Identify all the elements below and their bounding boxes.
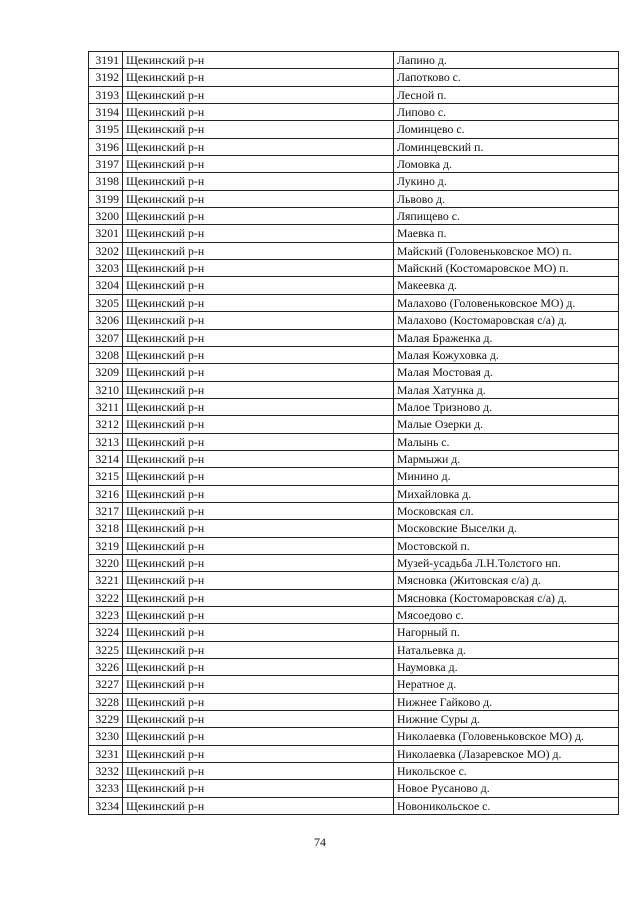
table-row [89, 676, 619, 693]
table-row [89, 277, 619, 294]
settlement-cell: Мясоедово с. [394, 607, 619, 624]
table-row [89, 780, 619, 797]
settlement-cell: Малахово (Головеньковское МО) д. [394, 294, 619, 311]
district-cell: Щекинский р-н [123, 208, 394, 225]
settlement-cell: Малые Озерки д. [394, 416, 619, 433]
row-number-cell: 3201 [89, 225, 123, 242]
district-cell: Щекинский р-н [123, 659, 394, 676]
district-cell: Щекинский р-н [123, 277, 394, 294]
table-row [89, 624, 619, 641]
district-cell: Щекинский р-н [123, 52, 394, 69]
table-row [89, 572, 619, 589]
district-cell: Щекинский р-н [123, 502, 394, 519]
row-number-cell: 3191 [89, 52, 123, 69]
table-row [89, 346, 619, 363]
district-cell: Щекинский р-н [123, 346, 394, 363]
district-cell: Щекинский р-н [123, 86, 394, 103]
row-number-cell: 3228 [89, 693, 123, 710]
table-row [89, 225, 619, 242]
row-number-cell: 3227 [89, 676, 123, 693]
row-number-cell: 3232 [89, 763, 123, 780]
district-cell: Щекинский р-н [123, 104, 394, 121]
district-cell: Щекинский р-н [123, 728, 394, 745]
row-number-cell: 3206 [89, 312, 123, 329]
row-number-cell: 3217 [89, 502, 123, 519]
district-cell: Щекинский р-н [123, 329, 394, 346]
settlement-cell: Наумовка д. [394, 659, 619, 676]
row-number-cell: 3216 [89, 485, 123, 502]
row-number-cell: 3205 [89, 294, 123, 311]
row-number-cell: 3221 [89, 572, 123, 589]
table-row [89, 763, 619, 780]
district-cell: Щекинский р-н [123, 433, 394, 450]
row-number-cell: 3222 [89, 589, 123, 606]
district-cell: Щекинский р-н [123, 797, 394, 814]
row-number-cell: 3196 [89, 138, 123, 155]
row-number-cell: 3230 [89, 728, 123, 745]
district-cell: Щекинский р-н [123, 485, 394, 502]
table-row [89, 121, 619, 138]
district-cell: Щекинский р-н [123, 138, 394, 155]
district-cell: Щекинский р-н [123, 450, 394, 467]
row-number-cell: 3225 [89, 641, 123, 658]
row-number-cell: 3194 [89, 104, 123, 121]
district-cell: Щекинский р-н [123, 190, 394, 207]
district-cell: Щекинский р-н [123, 641, 394, 658]
row-number-cell: 3213 [89, 433, 123, 450]
row-number-cell: 3203 [89, 260, 123, 277]
row-number-cell: 3210 [89, 381, 123, 398]
table-row [89, 433, 619, 450]
settlement-cell: Михайловка д. [394, 485, 619, 502]
district-cell: Щекинский р-н [123, 589, 394, 606]
table-row [89, 589, 619, 606]
district-cell: Щекинский р-н [123, 468, 394, 485]
district-cell: Щекинский р-н [123, 416, 394, 433]
settlement-cell: Нагорный п. [394, 624, 619, 641]
table-row [89, 728, 619, 745]
settlements-table [88, 51, 619, 815]
table-row [89, 485, 619, 502]
settlement-cell: Лукино д. [394, 173, 619, 190]
table-row [89, 641, 619, 658]
district-cell: Щекинский р-н [123, 381, 394, 398]
table-row [89, 208, 619, 225]
row-number-cell: 3199 [89, 190, 123, 207]
settlements-table-body [89, 52, 619, 815]
settlement-cell: Мостовской п. [394, 537, 619, 554]
row-number-cell: 3214 [89, 450, 123, 467]
district-cell: Щекинский р-н [123, 242, 394, 259]
row-number-cell: 3223 [89, 607, 123, 624]
table-row [89, 711, 619, 728]
settlement-cell: Ломинцевский п. [394, 138, 619, 155]
district-cell: Щекинский р-н [123, 711, 394, 728]
settlement-cell: Львово д. [394, 190, 619, 207]
district-cell: Щекинский р-н [123, 294, 394, 311]
row-number-cell: 3212 [89, 416, 123, 433]
settlement-cell: Николаевка (Головеньковское МО) д. [394, 728, 619, 745]
row-number-cell: 3208 [89, 346, 123, 363]
settlement-cell: Ломинцево с. [394, 121, 619, 138]
table-row [89, 52, 619, 69]
settlement-cell: Николаевка (Лазаревское МО) д. [394, 745, 619, 762]
settlement-cell: Новоникольское с. [394, 797, 619, 814]
row-number-cell: 3192 [89, 69, 123, 86]
district-cell: Щекинский р-н [123, 260, 394, 277]
table-row [89, 554, 619, 571]
settlement-cell: Липово с. [394, 104, 619, 121]
row-number-cell: 3218 [89, 520, 123, 537]
page-number: 74 [314, 835, 326, 849]
table-row [89, 312, 619, 329]
district-cell: Щекинский р-н [123, 156, 394, 173]
settlement-cell: Макеевка д. [394, 277, 619, 294]
settlement-cell: Никольское с. [394, 763, 619, 780]
table-row [89, 329, 619, 346]
settlement-cell: Минино д. [394, 468, 619, 485]
table-row [89, 745, 619, 762]
table-row [89, 364, 619, 381]
district-cell: Щекинский р-н [123, 225, 394, 242]
row-number-cell: 3229 [89, 711, 123, 728]
row-number-cell: 3234 [89, 797, 123, 814]
table-row [89, 693, 619, 710]
table-row [89, 138, 619, 155]
table-row [89, 190, 619, 207]
district-cell: Щекинский р-н [123, 520, 394, 537]
row-number-cell: 3215 [89, 468, 123, 485]
settlement-cell: Новое Русаново д. [394, 780, 619, 797]
settlement-cell: Мармыжи д. [394, 450, 619, 467]
row-number-cell: 3202 [89, 242, 123, 259]
district-cell: Щекинский р-н [123, 173, 394, 190]
settlement-cell: Маевка п. [394, 225, 619, 242]
table-row [89, 156, 619, 173]
table-row [89, 381, 619, 398]
district-cell: Щекинский р-н [123, 572, 394, 589]
table-row [89, 607, 619, 624]
district-cell: Щекинский р-н [123, 554, 394, 571]
table-row [89, 450, 619, 467]
row-number-cell: 3207 [89, 329, 123, 346]
row-number-cell: 3200 [89, 208, 123, 225]
settlement-cell: Музей-усадьба Л.Н.Толстого нп. [394, 554, 619, 571]
table-row [89, 173, 619, 190]
row-number-cell: 3198 [89, 173, 123, 190]
table-row [89, 294, 619, 311]
settlement-cell: Натальевка д. [394, 641, 619, 658]
settlement-cell: Лапотково с. [394, 69, 619, 86]
settlement-cell: Мясновка (Житовская с/а) д. [394, 572, 619, 589]
row-number-cell: 3233 [89, 780, 123, 797]
settlement-cell: Лапино д. [394, 52, 619, 69]
row-number-cell: 3231 [89, 745, 123, 762]
settlement-cell: Майский (Головеньковское МО) п. [394, 242, 619, 259]
row-number-cell: 3226 [89, 659, 123, 676]
district-cell: Щекинский р-н [123, 780, 394, 797]
district-cell: Щекинский р-н [123, 693, 394, 710]
district-cell: Щекинский р-н [123, 624, 394, 641]
district-cell: Щекинский р-н [123, 398, 394, 415]
table-row [89, 104, 619, 121]
settlement-cell: Нератное д. [394, 676, 619, 693]
row-number-cell: 3197 [89, 156, 123, 173]
table-row [89, 242, 619, 259]
table-row [89, 69, 619, 86]
row-number-cell: 3195 [89, 121, 123, 138]
settlement-cell: Малая Браженка д. [394, 329, 619, 346]
district-cell: Щекинский р-н [123, 121, 394, 138]
settlement-cell: Нижнее Гайково д. [394, 693, 619, 710]
settlement-cell: Лесной п. [394, 86, 619, 103]
settlement-cell: Нижние Суры д. [394, 711, 619, 728]
district-cell: Щекинский р-н [123, 763, 394, 780]
settlement-cell: Мясновка (Костомаровская с/а) д. [394, 589, 619, 606]
table-row [89, 797, 619, 814]
district-cell: Щекинский р-н [123, 537, 394, 554]
row-number-cell: 3193 [89, 86, 123, 103]
table-row [89, 520, 619, 537]
settlement-cell: Московская сл. [394, 502, 619, 519]
settlement-cell: Малынь с. [394, 433, 619, 450]
district-cell: Щекинский р-н [123, 364, 394, 381]
settlement-cell: Малая Кожуховка д. [394, 346, 619, 363]
settlement-cell: Малая Мостовая д. [394, 364, 619, 381]
settlement-cell: Ломовка д. [394, 156, 619, 173]
table-row [89, 398, 619, 415]
table-row [89, 502, 619, 519]
table-row [89, 537, 619, 554]
settlement-cell: Майский (Костомаровское МО) п. [394, 260, 619, 277]
settlement-cell: Ляпищево с. [394, 208, 619, 225]
table-row [89, 659, 619, 676]
row-number-cell: 3209 [89, 364, 123, 381]
district-cell: Щекинский р-н [123, 676, 394, 693]
row-number-cell: 3204 [89, 277, 123, 294]
row-number-cell: 3219 [89, 537, 123, 554]
row-number-cell: 3211 [89, 398, 123, 415]
district-cell: Щекинский р-н [123, 312, 394, 329]
table-row [89, 468, 619, 485]
settlement-cell: Московские Выселки д. [394, 520, 619, 537]
row-number-cell: 3220 [89, 554, 123, 571]
table-row [89, 260, 619, 277]
table-row [89, 416, 619, 433]
settlement-cell: Малое Тризново д. [394, 398, 619, 415]
district-cell: Щекинский р-н [123, 745, 394, 762]
table-row [89, 86, 619, 103]
settlement-cell: Малая Хатунка д. [394, 381, 619, 398]
row-number-cell: 3224 [89, 624, 123, 641]
district-cell: Щекинский р-н [123, 607, 394, 624]
district-cell: Щекинский р-н [123, 69, 394, 86]
settlement-cell: Малахово (Костомаровская с/а) д. [394, 312, 619, 329]
